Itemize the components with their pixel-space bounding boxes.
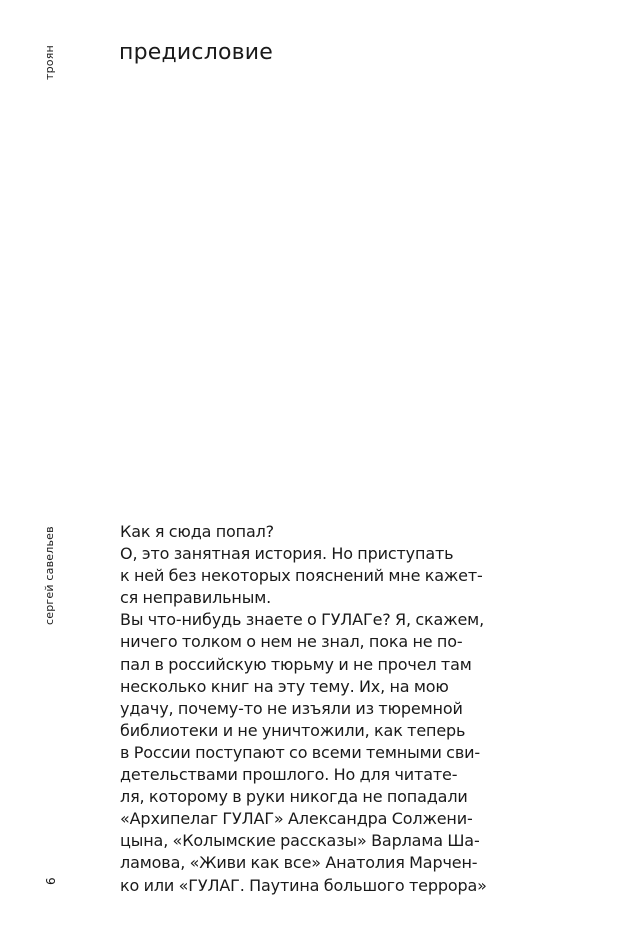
text-line: Вы что-нибудь знаете о ГУЛАГе? Я, скажем, bbox=[120, 610, 485, 630]
text-line: детельствами прошлого. Но для читате- bbox=[120, 765, 458, 785]
text-line: несколько книг на эту тему. Их, на мою bbox=[120, 676, 449, 696]
text-line: О, это занятная история. Но приступать bbox=[120, 544, 454, 564]
text-line: ко или «ГУЛАГ. Паутина большого террора» bbox=[120, 875, 487, 895]
text-line: «Архипелаг ГУЛАГ» Александра Солжени- bbox=[120, 809, 473, 829]
text-line: библиотеки и не уничтожили, как теперь bbox=[120, 720, 466, 740]
text-line: Как я сюда попал? bbox=[120, 522, 275, 541]
text-line: к ней без некоторых пояснений мне кажет- bbox=[120, 566, 483, 586]
text-line: ламова, «Живи как все» Анатолия Марчен- bbox=[120, 853, 478, 873]
text-line: в России поступают со всеми темными сви- bbox=[120, 742, 480, 762]
page-number: 6 bbox=[44, 877, 58, 885]
body-text bbox=[120, 521, 540, 897]
text-line: удачу, почему-то не изъяли из тюремной bbox=[120, 698, 463, 718]
section-title: предисловие bbox=[119, 40, 274, 65]
running-head: троян bbox=[43, 45, 56, 80]
text-line: ля, которому в руки никогда не попадали bbox=[120, 787, 468, 807]
text-line: ся неправильным. bbox=[120, 588, 272, 608]
text-line: цына, «Колымские рассказы» Варлама Ша- bbox=[120, 831, 480, 851]
author-name: сергей савельев bbox=[43, 526, 56, 625]
text-line: пал в российскую тюрьму и не прочел там bbox=[120, 654, 472, 674]
text-line: ничего толком о нем не знал, пока не по- bbox=[120, 632, 463, 652]
